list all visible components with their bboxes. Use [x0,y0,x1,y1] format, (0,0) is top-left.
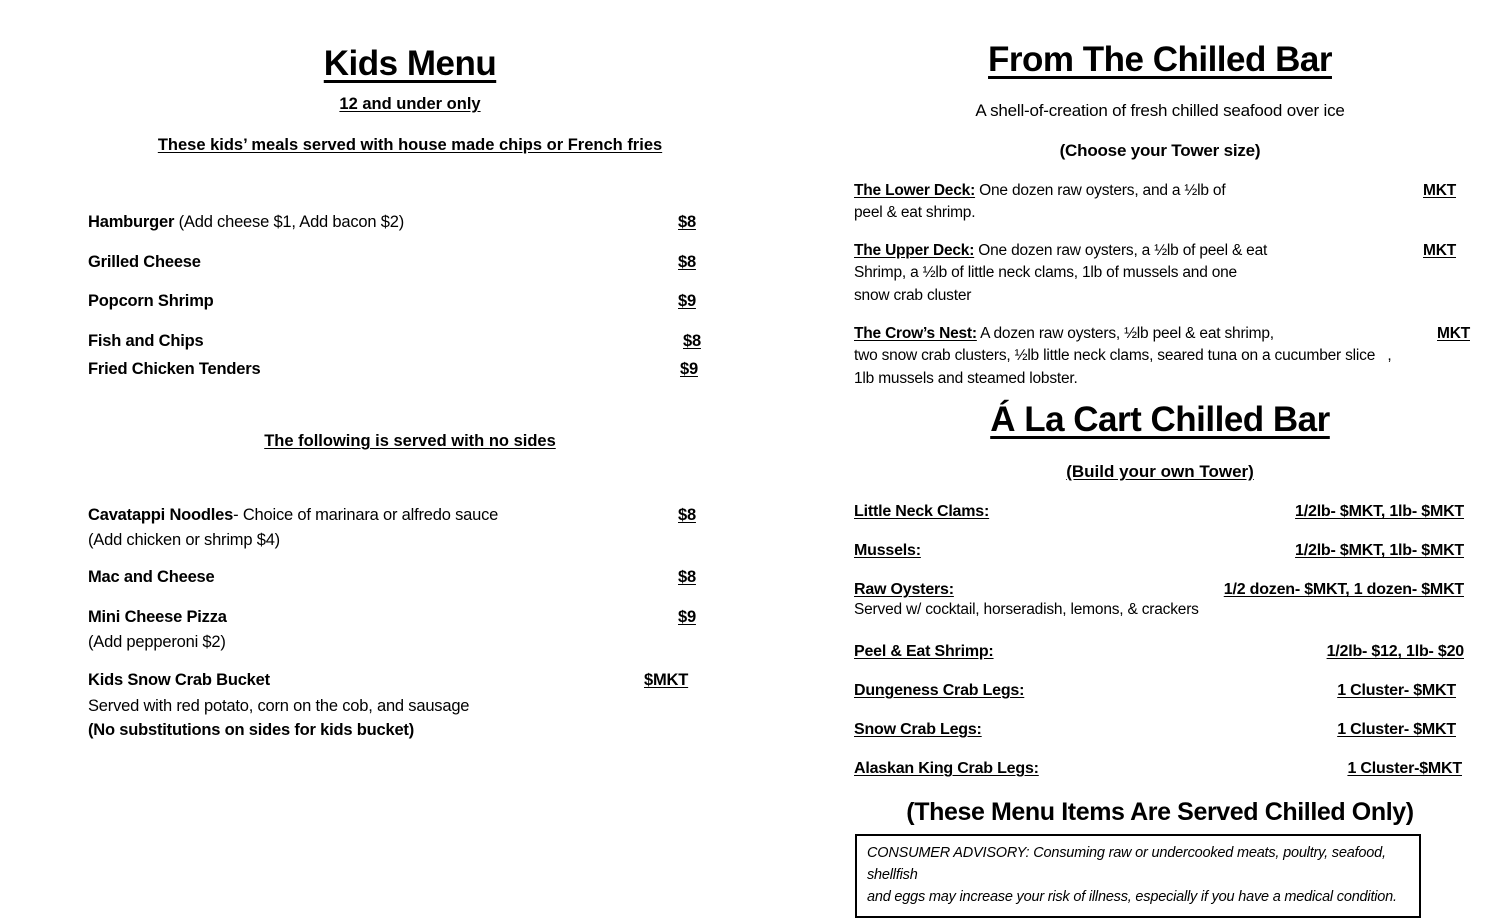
chilled-bar-column [840,0,1480,911]
item-name: Mac and Cheese [88,568,215,586]
menu-item-fried-chicken-tenders [88,359,760,380]
item-price: $MKT [644,671,689,689]
menu-item-mini-cheese-pizza [88,607,760,628]
tower-line: 1lb mussels and steamed lobster. [854,369,1078,387]
item-name: Fried Chicken Tenders [88,360,261,378]
item-price: $9 [680,360,698,378]
kids-menu-column [60,0,760,911]
ala-cart-subtitle [840,462,1480,482]
ala-cart-price: 1 Cluster-$MKT [1347,760,1462,777]
item-price: $8 [683,332,701,350]
item-note: - Choice of marinara or alfredo sauce [233,506,499,524]
ala-cart-row-mussels [840,541,1480,580]
tower-line [854,180,1480,202]
menu-item-popcorn-shrimp [88,291,760,312]
menu-item-grilled-cheese [88,252,760,273]
kids-menu-served-with-text: These kids’ meals served with house made chips or French fries [157,136,663,154]
tower-name: The Upper Deck: [854,242,975,259]
kids-menu-age-note-text: 12 and under only [339,95,481,113]
ala-cart-price: 1/2lb- $12, 1lb- $20 [1326,643,1464,660]
tower-name: The Lower Deck: [854,182,976,199]
menu-item-mac-and-cheese [88,567,760,588]
item-note: (Add cheese $1, Add bacon $2) [174,213,404,231]
tower-lower-deck [854,180,1480,225]
ala-cart-label: Dungeness Crab Legs: [854,682,1025,699]
chilled-bar-choose-size: (Choose your Tower size) [1059,141,1261,160]
tower-name: The Crow’s Nest: [854,325,977,342]
pizza-addon-note: (Add pepperoni $2) [88,633,226,651]
ala-cart-row-little-neck-clams [840,502,1480,541]
item-name: Mini Cheese Pizza [88,608,227,626]
consumer-advisory-line-2: and eggs may increase your risk of illness, especially if you have a medical condition. [867,888,1397,905]
chilled-bar-title [840,42,1480,77]
tower-crows-nest [854,323,1494,390]
item-price: $8 [678,213,696,231]
tower-line: peel & eat shrimp. [854,204,976,222]
tower-desc: A dozen raw oysters, ½lb peel & eat shrimp, [976,325,1274,342]
menu-item-fish-and-chips [88,331,760,352]
item-name: Popcorn Shrimp [88,292,214,310]
ala-cart-label: Raw Oysters: [854,581,954,598]
kids-menu-no-sides-heading [60,432,760,451]
chilled-only-notice: (These Menu Items Are Served Chilled Only) [906,798,1414,826]
tower-desc: One dozen raw oysters, and a ½lb of [975,182,1226,199]
item-price: $8 [678,506,696,524]
kids-menu-title [60,46,760,81]
item-name: Grilled Cheese [88,253,201,271]
menu-item-cavatappi-noodles [88,505,760,526]
ala-cart-row-alaskan-king-crab-legs [840,759,1480,798]
ala-cart-title-text: Á La Cart Chilled Bar [990,400,1330,439]
kids-menu-title-text: Kids Menu [323,44,497,83]
ala-cart-price: 1 Cluster- $MKT [1337,682,1456,699]
tower-line: Shrimp, a ½lb of little neck clams, 1lb of mussels and one [854,264,1237,282]
tower-line: two snow crab clusters, ½lb little neck clams, seared tuna on a cucumber slice , [854,347,1392,365]
crab-bucket-substitution-note: (No substitutions on sides for kids bucket) [88,721,415,739]
no-sides-heading-text: The following is served with no sides [264,432,556,450]
ala-cart-price: 1/2lb- $MKT, 1lb- $MKT [1295,542,1464,559]
ala-cart-label: Snow Crab Legs: [854,721,982,738]
cavatappi-addon-note: (Add chicken or shrimp $4) [88,531,280,549]
ala-cart-row-raw-oysters [840,580,1480,642]
tower-price: MKT [1423,182,1456,199]
ala-cart-row-dungeness-crab-legs [840,681,1480,720]
tower-line [854,323,1494,345]
ala-cart-title [840,402,1480,437]
ala-cart-subtitle-text: (Build your own Tower) [1066,462,1254,481]
item-name: Fish and Chips [88,332,204,350]
chilled-bar-tagline: A shell-of-creation of fresh chilled seafood over ice [975,101,1345,120]
item-name: Kids Snow Crab Bucket [88,671,270,689]
consumer-advisory-line-1: CONSUMER ADVISORY: Consuming raw or undercooked meats, poultry, seafood, shellfish [867,845,1386,883]
tower-line: snow crab cluster [854,286,972,304]
item-price: $9 [678,292,696,310]
chilled-bar-title-text: From The Chilled Bar [988,40,1332,79]
ala-cart-list [840,502,1480,798]
ala-cart-price: 1 Cluster- $MKT [1337,721,1456,738]
tower-price: MKT [1423,242,1456,259]
tower-upper-deck [854,240,1480,307]
ala-cart-price: 1/2 dozen- $MKT, 1 dozen- $MKT [1223,581,1464,598]
ala-cart-label: Mussels: [854,542,921,559]
tower-price: MKT [1437,325,1470,342]
consumer-advisory-box [855,834,1421,918]
ala-cart-note: Served w/ cocktail, horseradish, lemons, & crackers [854,601,1199,618]
menu-item-hamburger [88,212,760,233]
item-price: $8 [678,568,696,586]
tower-line [854,240,1480,262]
item-name: Cavatappi Noodles [88,506,234,524]
item-name: Hamburger [88,213,175,231]
tower-desc: One dozen raw oysters, a ½lb of peel & eat [974,242,1268,259]
ala-cart-row-peel-and-eat-shrimp [840,642,1480,681]
item-price: $9 [678,608,696,626]
ala-cart-label: Alaskan King Crab Legs: [854,760,1039,777]
item-price: $8 [678,253,696,271]
ala-cart-row-snow-crab-legs [840,720,1480,759]
crab-bucket-note: Served with red potato, corn on the cob, and sausage [88,697,470,715]
menu-item-kids-snow-crab-bucket [88,670,760,691]
kids-menu-served-with [60,136,760,155]
ala-cart-label: Peel & Eat Shrimp: [854,643,994,660]
kids-menu-age-note [60,95,760,114]
ala-cart-label: Little Neck Clams: [854,503,990,520]
ala-cart-price: 1/2lb- $MKT, 1lb- $MKT [1295,503,1464,520]
